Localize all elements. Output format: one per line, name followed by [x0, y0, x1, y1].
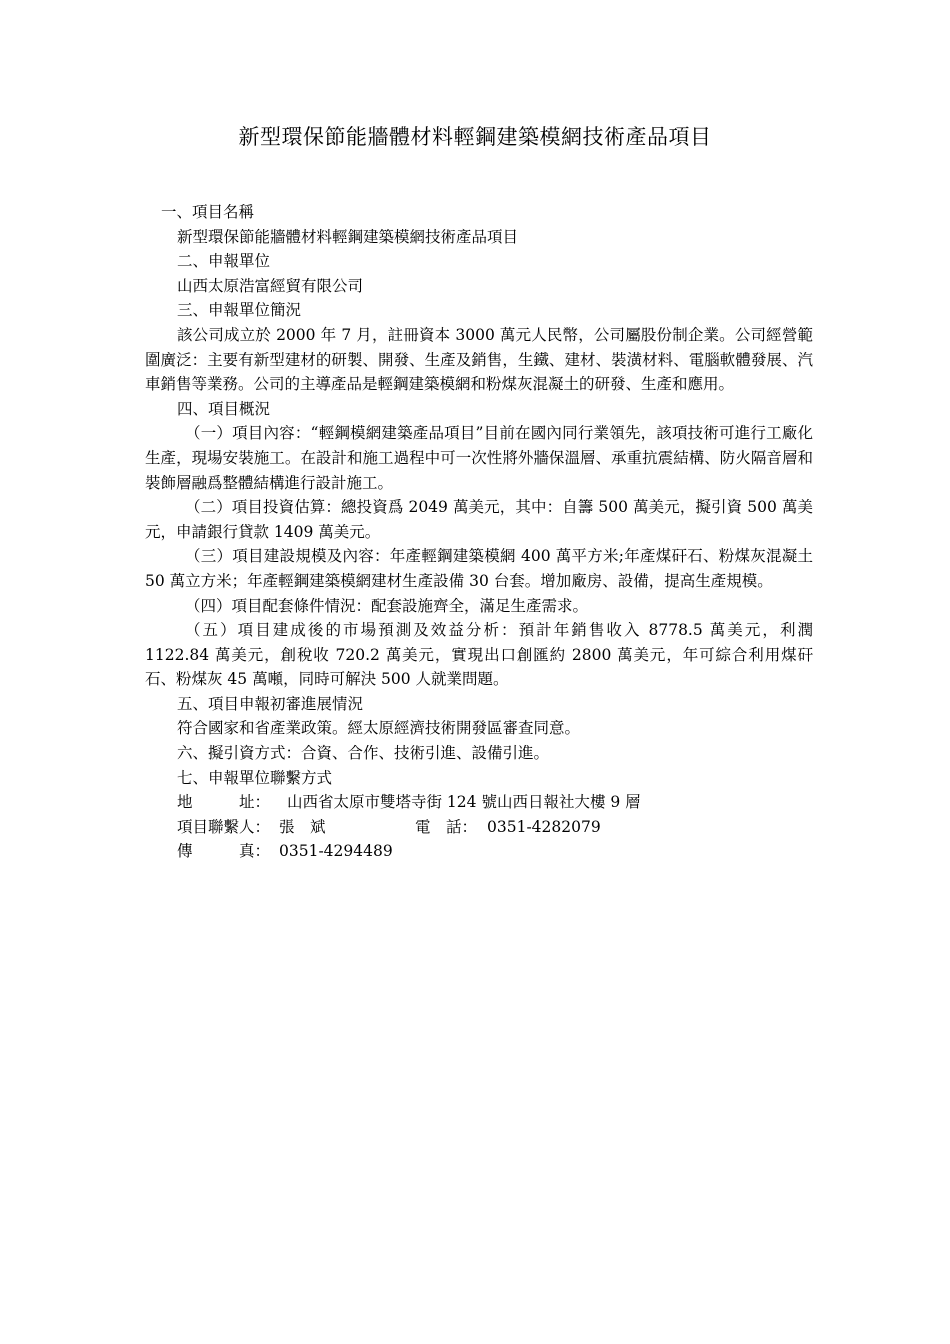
section-4-forecast-paragraph: （五）項目建成後的市場預測及效益分析：預計年銷售收入 8778.5 萬美元，利潤 1122.84 萬美元，創稅收 720.2 萬美元，實現出口創匯約 2800 萬美元，年可綜合利用煤矸石、粉煤灰 45 萬噸，同時可解決 500 人就業問題。 [145, 621, 813, 689]
address-label: 地 址： [177, 793, 271, 812]
section-4-heading: 四、項目概況 [177, 399, 271, 418]
document-body [145, 200, 813, 864]
section-4-content-paragraph: （一）項目內容：“輕鋼模網建築產品項目”目前在國內同行業領先，該項技術可進行工廠化生產，現場安裝施工。在設計和施工過程中可一次性將外牆保溫層、承重抗震結構、防火隔音層和裝飾層融爲整體結構進行設計施工。 [145, 424, 813, 492]
section-6-text: 六、擬引資方式：合資、合作、技術引進、設備引進。 [177, 744, 550, 763]
section-7-heading: 七、申報單位聯繫方式 [177, 768, 333, 787]
document-title: 新型環保節能牆體材料輕鋼建築模網技術產品項目 [238, 125, 712, 149]
contact-person-value: 張 斌 [279, 817, 326, 836]
section-3-text: 該公司成立於 2000 年 7 月，註冊資本 3000 萬元人民幣，公司屬股份制企業。公司經營範圍廣泛：主要有新型建材的研製、開發、生產及銷售，生鐵、建材、裝潢材料、電腦軟體發展、汽車銷售等業務。公司的主導產品是輕鋼建築模網和粉煤灰混凝土的研發、生產和應用。 [145, 325, 813, 394]
section-4-scale-paragraph: （三）項目建設規模及內容：年產輕鋼建築模網 400 萬平方米;年產煤矸石、粉煤灰混凝土 50 萬立方米；年產輕鋼建築模網建材生產設備 30 台套。增加廠房、設備，提高生產規模。 [145, 547, 813, 590]
address-value: 山西省太原市雙塔寺街 124 號山西日報社大樓 9 層 [287, 793, 641, 812]
section-3-heading: 三、申報單位簡況 [177, 301, 302, 320]
section-4-conditions-paragraph: （四）項目配套條件情況：配套設施齊全，滿足生產需求。 [185, 596, 589, 615]
section-2-heading: 二、申報單位 [177, 252, 271, 271]
fax-value: 0351-4294489 [279, 842, 393, 861]
phone-label: 電 話： [415, 817, 478, 836]
contact-person-label: 項目聯繫人： [177, 817, 271, 836]
contact-address-row [145, 790, 813, 815]
section-5-heading: 五、項目申報初審進展情況 [177, 694, 364, 713]
contact-fax-row [145, 839, 813, 864]
section-1-heading: 一、項目名稱 [161, 203, 255, 221]
phone-value: 0351-4282079 [487, 817, 601, 836]
section-1-text: 新型環保節能牆體材料輕鋼建築模網技術產品項目 [177, 227, 519, 246]
section-4-investment-paragraph: （二）項目投資估算：總投資爲 2049 萬美元，其中：自籌 500 萬美元，擬引資 500 萬美元，申請銀行貸款 1409 萬美元。 [145, 498, 813, 541]
contact-person-row [145, 815, 813, 840]
fax-label: 傳 真： [177, 842, 271, 861]
section-5-text: 符合國家和省產業政策。經太原經濟技術開發區審查同意。 [177, 719, 581, 738]
section-2-text: 山西太原浩富經貿有限公司 [177, 276, 364, 295]
